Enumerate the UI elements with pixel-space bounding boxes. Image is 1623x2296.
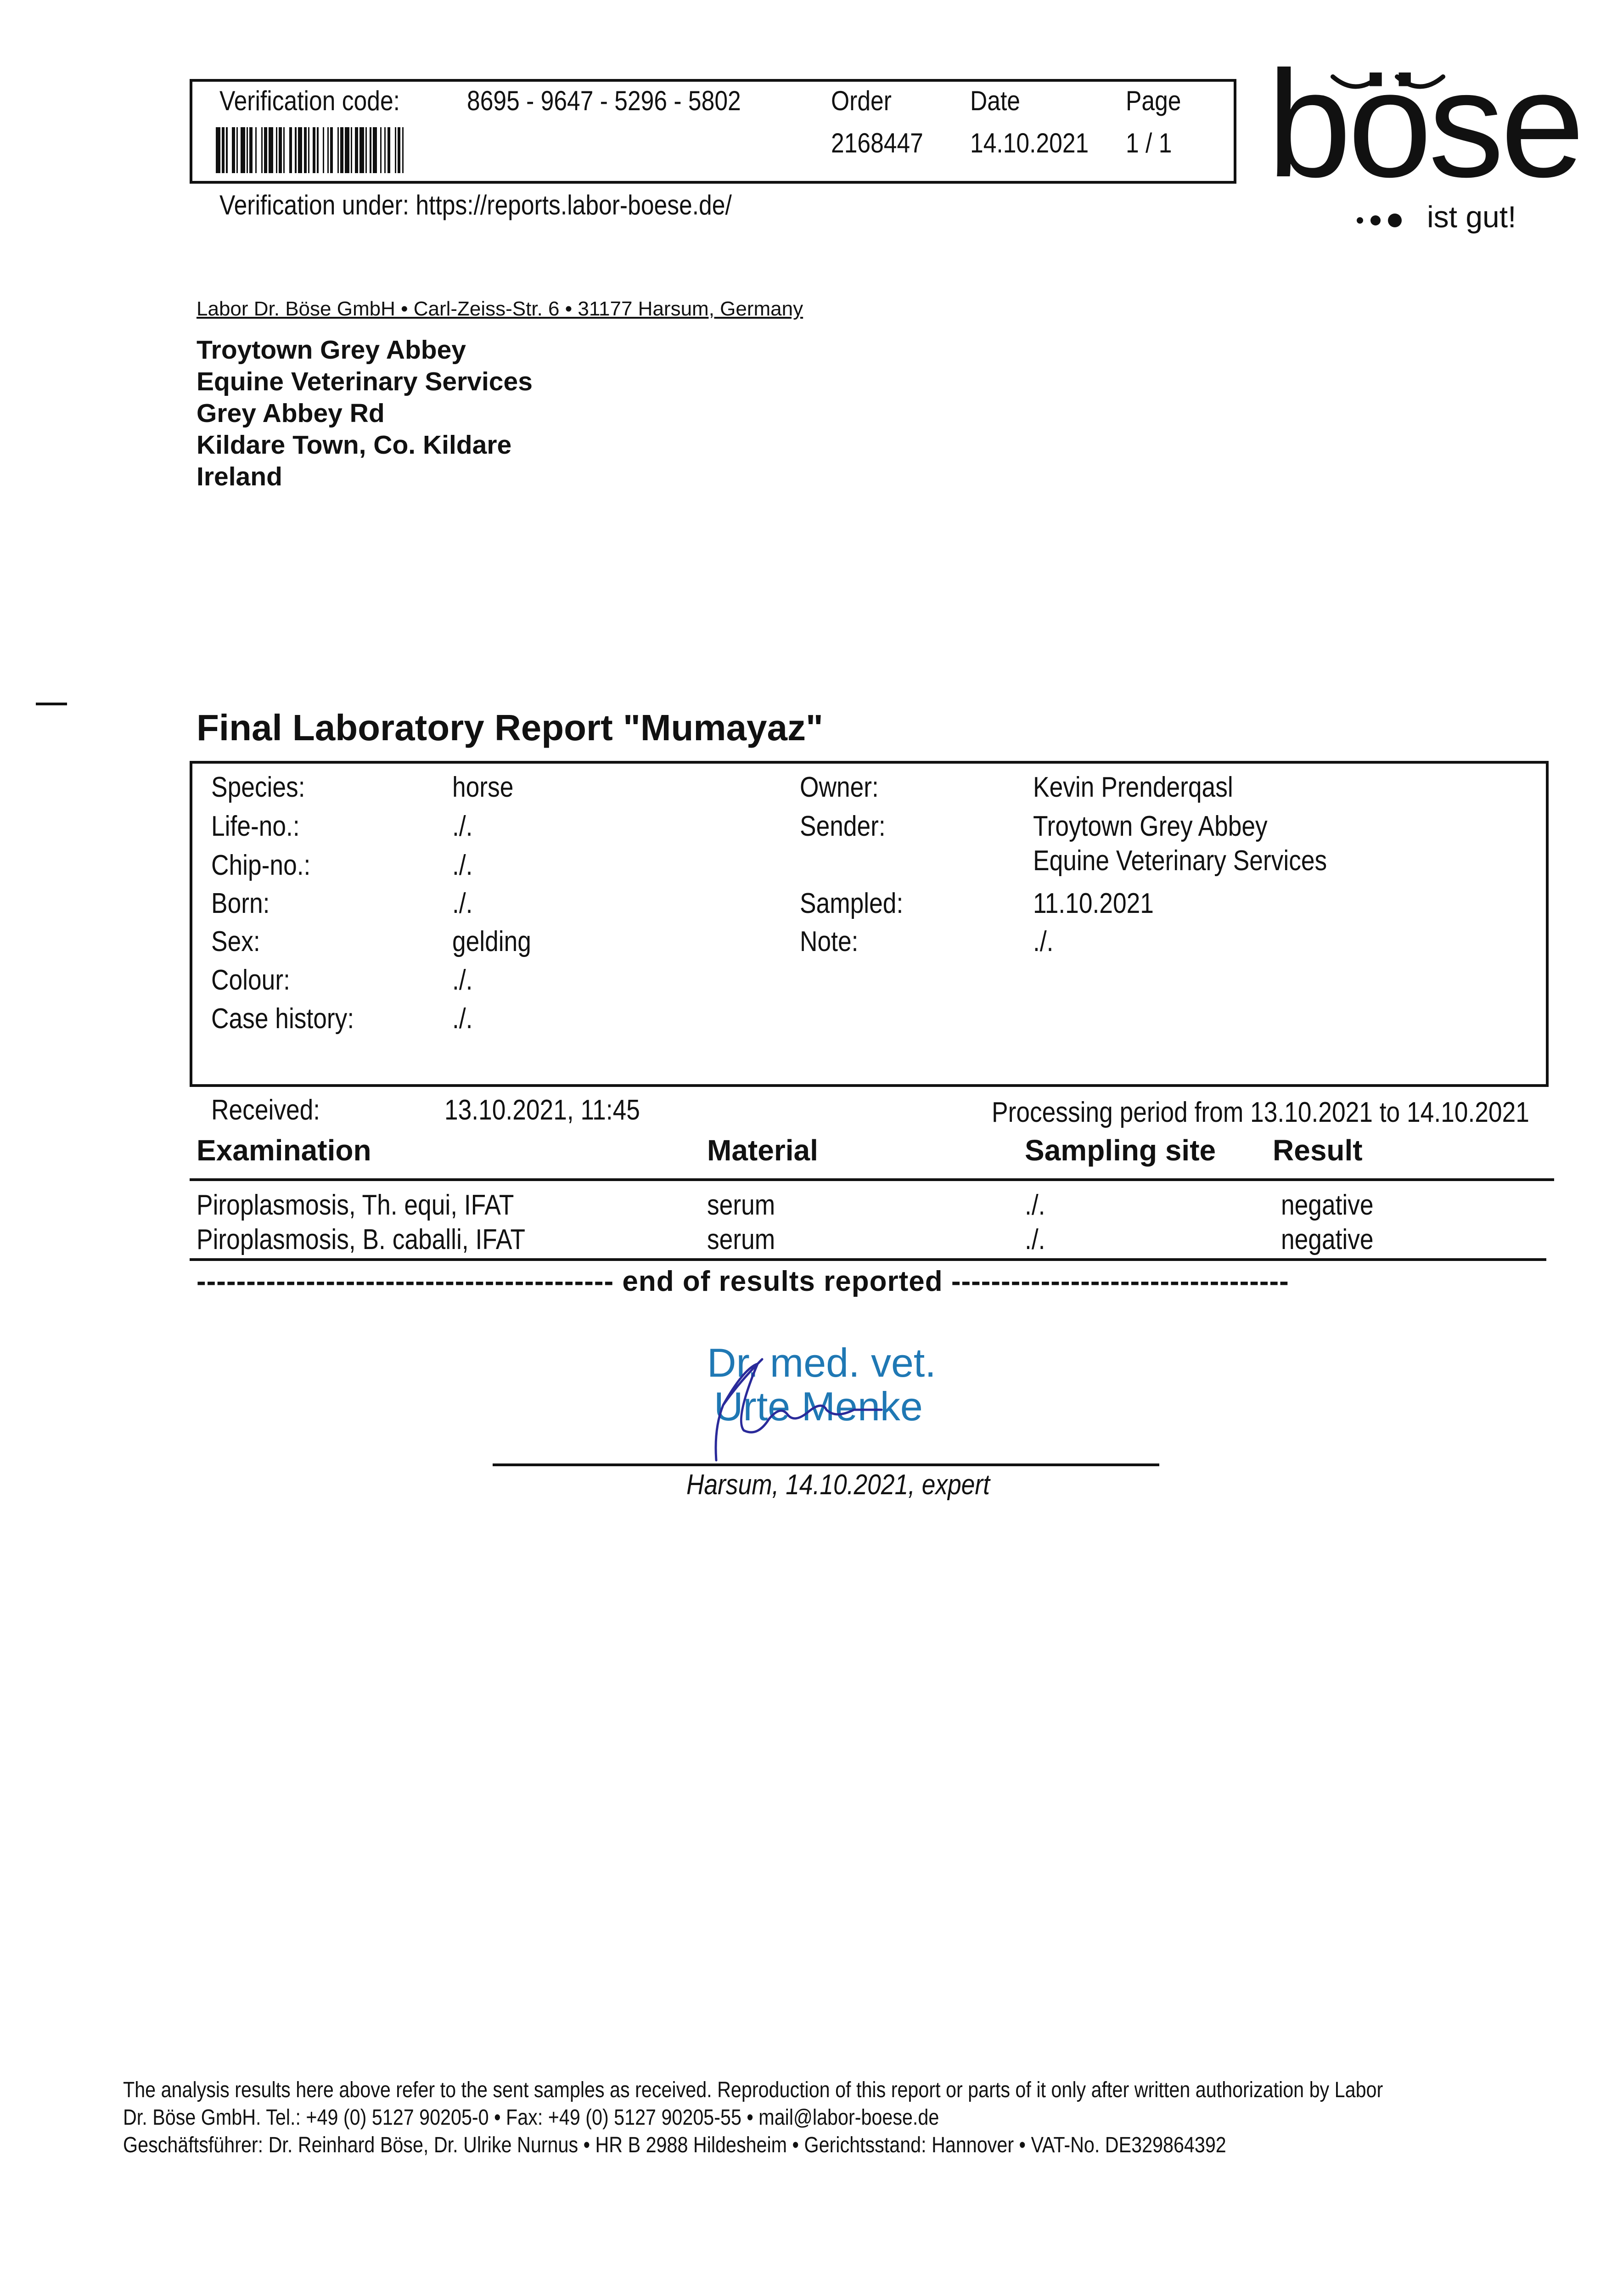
note-value: ./. xyxy=(1033,926,1054,957)
report-title: Final Laboratory Report "Mumayaz" xyxy=(197,707,823,748)
signature-caption: Harsum, 14.10.2021, expert xyxy=(686,1469,990,1501)
column-header-material: Material xyxy=(707,1134,818,1167)
address-line: Equine Veterinary Services xyxy=(197,367,533,396)
table-cell-examination: Piroplasmosis, B. caballi, IFAT xyxy=(197,1224,526,1255)
table-cell-sampling-site: ./. xyxy=(1025,1189,1045,1221)
species-label: Species: xyxy=(211,771,305,803)
logo-tagline: ist gut! xyxy=(1427,200,1516,234)
column-header-examination: Examination xyxy=(197,1134,371,1167)
barcode-bar xyxy=(390,127,395,173)
fold-mark xyxy=(36,703,67,705)
note-label: Note: xyxy=(800,926,859,957)
address-line: Grey Abbey Rd xyxy=(197,399,385,428)
page-value: 1 / 1 xyxy=(1126,128,1172,158)
column-header-result: Result xyxy=(1273,1134,1363,1167)
born-label: Born: xyxy=(211,888,270,919)
table-cell-result: negative xyxy=(1281,1189,1374,1221)
barcode-bar xyxy=(285,127,289,173)
order-label: Order xyxy=(831,85,892,116)
barcode-bar xyxy=(319,127,323,173)
case-history-value: ./. xyxy=(452,1003,473,1035)
barcode-bar xyxy=(298,127,303,173)
barcode-bar xyxy=(345,127,349,173)
barcode-bar xyxy=(359,127,364,173)
barcode-bar xyxy=(333,127,337,173)
logo-dots-icon xyxy=(1357,214,1409,227)
life-value: ./. xyxy=(452,810,473,842)
owner-label: Owner: xyxy=(800,771,879,803)
colour-label: Colour: xyxy=(211,964,290,996)
barcode-bar xyxy=(269,127,273,173)
footer-line: Dr. Böse GmbH. Tel.: +49 (0) 5127 90205-0 • Fax: +49 (0) 5127 90205-55 • mail@labor-boese.de xyxy=(123,2105,939,2130)
verification-url[interactable]: Verification under: https://reports.labor-boese.de/ xyxy=(219,190,732,220)
address-line: Troytown Grey Abbey xyxy=(197,335,466,365)
barcode-bar xyxy=(241,127,245,173)
footer-line: Geschäftsführer: Dr. Reinhard Böse, Dr. Ulrike Nurnus • HR B 2988 Hildesheim • Gerichtsstand: Hannover • VAT-No. DE329864392 xyxy=(123,2133,1226,2157)
sex-value: gelding xyxy=(452,926,531,957)
sender-value-line2: Equine Veterinary Services xyxy=(1033,845,1327,877)
colour-value: ./. xyxy=(452,964,473,996)
barcode-bar xyxy=(404,127,408,173)
owner-value: Kevin Prenderqasl xyxy=(1033,771,1233,803)
chip-label: Chip-no.: xyxy=(211,850,311,881)
footer-line: The analysis results here above refer to the sent samples as received. Reproduction of this report or parts of it only after written authorization by Labor xyxy=(123,2078,1383,2102)
sampled-value: 11.10.2021 xyxy=(1033,888,1154,919)
signature-line xyxy=(493,1463,1159,1466)
barcode-bar xyxy=(228,127,232,173)
order-value: 2168447 xyxy=(831,128,923,158)
barcode xyxy=(216,127,553,173)
return-address: Labor Dr. Böse GmbH • Carl-Zeiss-Str. 6 • 31177 Harsum, Germany xyxy=(197,298,803,320)
handwritten-signature xyxy=(689,1350,891,1465)
verification-code: 8695 - 9647 - 5296 - 5802 xyxy=(467,85,741,116)
processing-period: Processing period from 13.10.2021 to 14.10.2021 xyxy=(992,1097,1529,1128)
species-value: horse xyxy=(452,771,514,803)
life-label: Life-no.: xyxy=(211,810,300,842)
sex-label: Sex: xyxy=(211,926,260,957)
received-value: 13.10.2021, 11:45 xyxy=(444,1094,640,1126)
table-cell-result: negative xyxy=(1281,1224,1374,1255)
table-cell-material: serum xyxy=(707,1189,775,1221)
barcode-bar xyxy=(373,127,377,173)
verification-label: Verification code: xyxy=(219,85,400,116)
logo-eyes-icon xyxy=(1328,71,1448,94)
table-cell-sampling-site: ./. xyxy=(1025,1224,1045,1255)
table-bottom-rule xyxy=(190,1258,1546,1261)
table-cell-material: serum xyxy=(707,1224,775,1255)
sampled-label: Sampled: xyxy=(800,888,904,919)
logo-wordmark: böse xyxy=(1267,39,1581,208)
patient-info-box xyxy=(190,761,1549,1087)
address-line: Kildare Town, Co. Kildare xyxy=(197,430,512,460)
stamp-title: Dr. med. vet. xyxy=(707,1340,936,1385)
end-of-results-line: ------------------------------------------ end of results reported ---------------------------------- xyxy=(197,1266,1289,1297)
received-label: Received: xyxy=(211,1094,320,1126)
case-history-label: Case history: xyxy=(211,1003,354,1035)
date-label: Date xyxy=(970,85,1021,116)
column-header-sampling-site: Sampling site xyxy=(1025,1134,1216,1167)
table-header-rule xyxy=(190,1178,1554,1181)
address-line: Ireland xyxy=(197,462,282,491)
born-value: ./. xyxy=(452,888,473,919)
stamp-name: Urte Menke xyxy=(714,1384,923,1429)
sender-label: Sender: xyxy=(800,810,886,842)
date-value: 14.10.2021 xyxy=(970,128,1089,158)
page-label: Page xyxy=(1126,85,1181,116)
table-cell-examination: Piroplasmosis, Th. equi, IFAT xyxy=(197,1189,514,1221)
sender-value-line1: Troytown Grey Abbey xyxy=(1033,810,1268,842)
barcode-bar xyxy=(216,127,220,173)
barcode-bar xyxy=(257,127,261,173)
chip-value: ./. xyxy=(452,850,473,881)
